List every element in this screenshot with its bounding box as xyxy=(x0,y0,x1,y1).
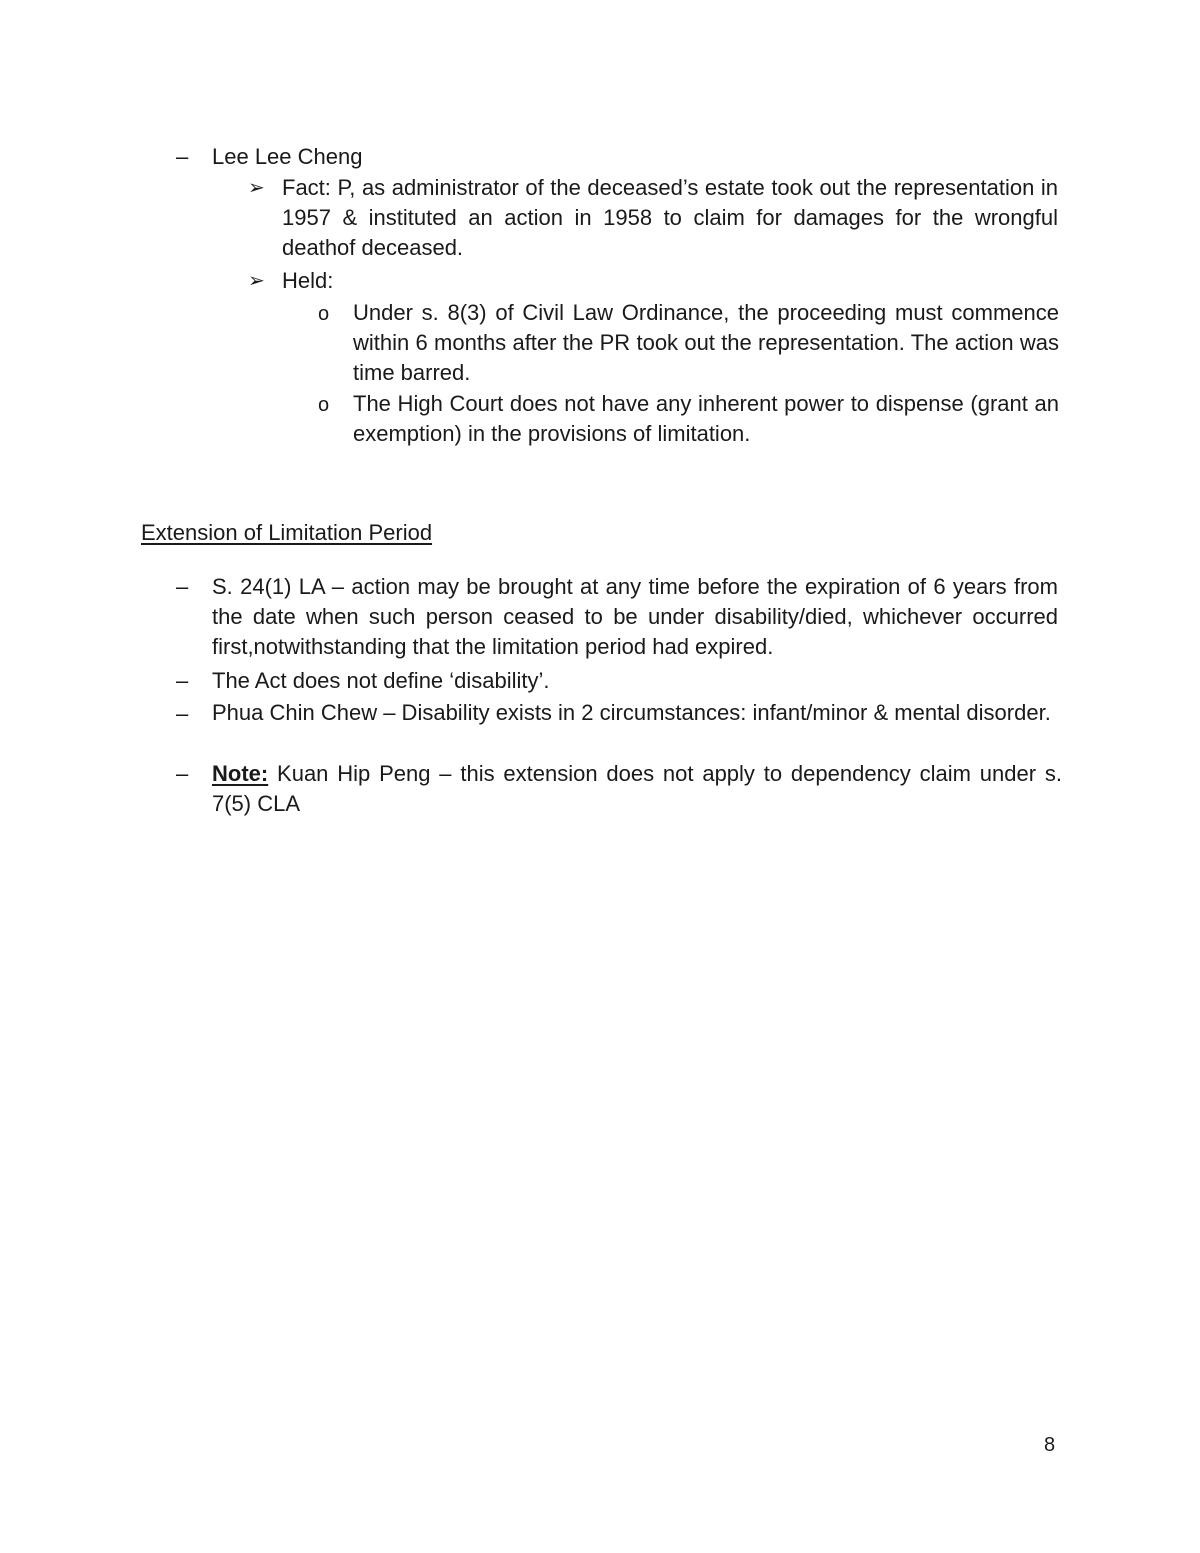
extension-point: The Act does not define ‘disability’. xyxy=(212,668,550,693)
dash-bullet: – xyxy=(176,144,189,169)
dash-bullet: – xyxy=(176,761,189,786)
case-name: Lee Lee Cheng xyxy=(212,144,363,169)
note-text: Kuan Hip Peng – this extension does not apply to dependency claim under s. 7(5) CLA xyxy=(212,761,1062,816)
arrow-bullet: ➢ xyxy=(248,177,265,199)
circle-bullet: o xyxy=(318,394,330,416)
held-point: Under s. 8(3) of Civil Law Ordinance, the proceeding must commence within 6 months after the PR took out the representation. The action was time barred. xyxy=(353,300,1059,385)
dash-bullet: – xyxy=(176,701,189,726)
arrow-bullet: ➢ xyxy=(248,270,265,292)
held-point: The High Court does not have any inherent power to dispense (grant an exemption) in the provisions of limitation. xyxy=(353,391,1059,446)
note-paragraph xyxy=(212,759,1062,819)
fact-text: P, as administrator of the deceased’s estate took out the representation in 1957 & instituted an action in 1958 to claim for damages for the wrongful deathof deceased. xyxy=(282,175,1058,260)
fact-paragraph xyxy=(282,173,1058,263)
page-number: 8 xyxy=(1044,1434,1056,1456)
fact-label: Fact: xyxy=(282,175,331,200)
extension-point: S. 24(1) LA – action may be brought at any time before the expiration of 6 years from the date when such person ceased to be under disability/died, whichever occurred first,notwithstanding that the limitation period had expired. xyxy=(212,574,1058,659)
note-label: Note: xyxy=(212,761,269,786)
section-heading: Extension of Limitation Period xyxy=(141,520,433,545)
held-label: Held: xyxy=(282,268,334,293)
circle-bullet: o xyxy=(318,303,330,325)
dash-bullet: – xyxy=(176,668,189,693)
extension-point: Phua Chin Chew – Disability exists in 2 circumstances: infant/minor & mental disorder. xyxy=(212,700,1051,725)
dash-bullet: – xyxy=(176,574,189,599)
